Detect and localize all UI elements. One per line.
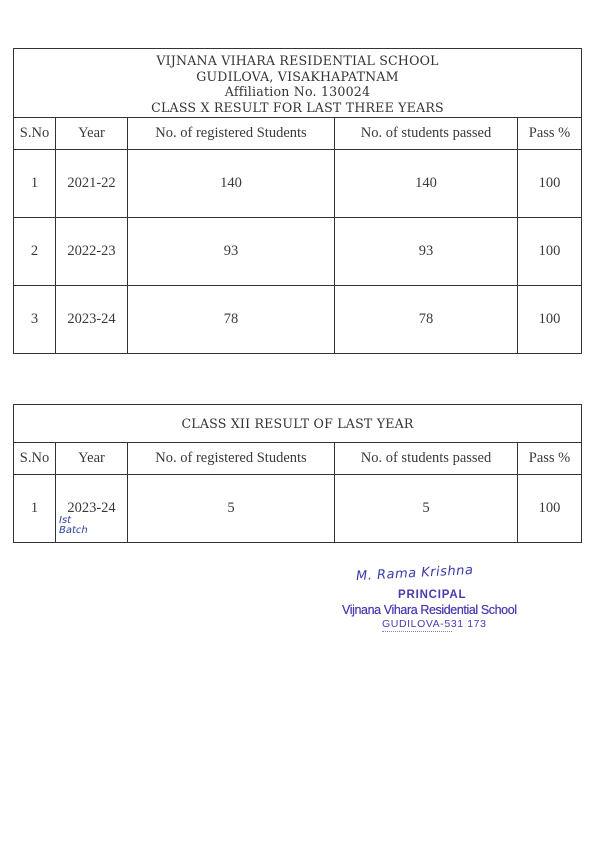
- class-xii-result-table: [13, 404, 582, 543]
- table-header-row: [14, 443, 582, 475]
- seal-school-name: Vijnana Vihara Residential School: [342, 603, 517, 617]
- pass-percent-cell: 100: [518, 475, 582, 543]
- pass-percent-cell: 100: [518, 286, 582, 354]
- affiliation-number: Affiliation No. 130024: [224, 84, 371, 99]
- passed-count-cell: 93: [335, 218, 518, 286]
- class-x-title: CLASS X RESULT FOR LAST THREE YEARS: [151, 99, 444, 115]
- column-header: Pass %: [518, 443, 582, 475]
- registered-count-cell: 93: [128, 218, 335, 286]
- table-row: [14, 150, 582, 218]
- column-header: No. of students passed: [335, 443, 518, 475]
- registered-count-cell: 140: [128, 150, 335, 218]
- year-cell: 2021-22: [56, 150, 128, 218]
- school-name: VIJNANA VIHARA RESIDENTIAL SCHOOL: [156, 53, 439, 68]
- column-header: Year: [56, 443, 128, 475]
- note-line: Ist: [59, 515, 72, 526]
- column-header: Pass %: [518, 118, 582, 150]
- column-header: No. of students passed: [335, 118, 518, 150]
- serial-number-cell: 1: [14, 475, 56, 543]
- serial-number-cell: 2: [14, 218, 56, 286]
- column-header: No. of registered Students: [128, 443, 335, 475]
- seal-place: GUDILOVA-531 173: [382, 618, 487, 630]
- passed-count-cell: 78: [335, 286, 518, 354]
- column-header: S.No: [14, 118, 56, 150]
- pass-percent-cell: 100: [518, 218, 582, 286]
- column-header: Year: [56, 118, 128, 150]
- registered-count-cell: 78: [128, 286, 335, 354]
- class-x-result-table: [13, 48, 582, 354]
- column-header: No. of registered Students: [128, 118, 335, 150]
- registered-count-cell: 5: [128, 475, 335, 543]
- class-xii-title: CLASS XII RESULT OF LAST YEAR: [14, 405, 582, 443]
- serial-number-cell: 3: [14, 286, 56, 354]
- table-header-row: [14, 118, 582, 150]
- school-location: GUDILOVA, VISAKHAPATNAM: [196, 68, 399, 84]
- pass-percent-cell: 100: [518, 150, 582, 218]
- year-value: 2023-24: [67, 500, 116, 516]
- serial-number-cell: 1: [14, 150, 56, 218]
- principal-seal: [336, 562, 576, 646]
- note-line: Batch: [59, 525, 88, 536]
- column-header: S.No: [14, 443, 56, 475]
- table-row: [14, 286, 582, 354]
- table-row: [14, 475, 582, 543]
- year-cell: 2022-23: [56, 218, 128, 286]
- year-cell: [56, 475, 128, 543]
- table-row: [14, 218, 582, 286]
- passed-count-cell: 140: [335, 150, 518, 218]
- handwritten-batch-note: [59, 516, 119, 536]
- seal-title: PRINCIPAL: [398, 589, 467, 601]
- year-cell: 2023-24: [56, 286, 128, 354]
- seal-faded-line: [382, 631, 452, 635]
- principal-signature: M. Rama Krishna: [355, 562, 474, 585]
- passed-count-cell: 5: [335, 475, 518, 543]
- class-x-title-block: [14, 49, 582, 118]
